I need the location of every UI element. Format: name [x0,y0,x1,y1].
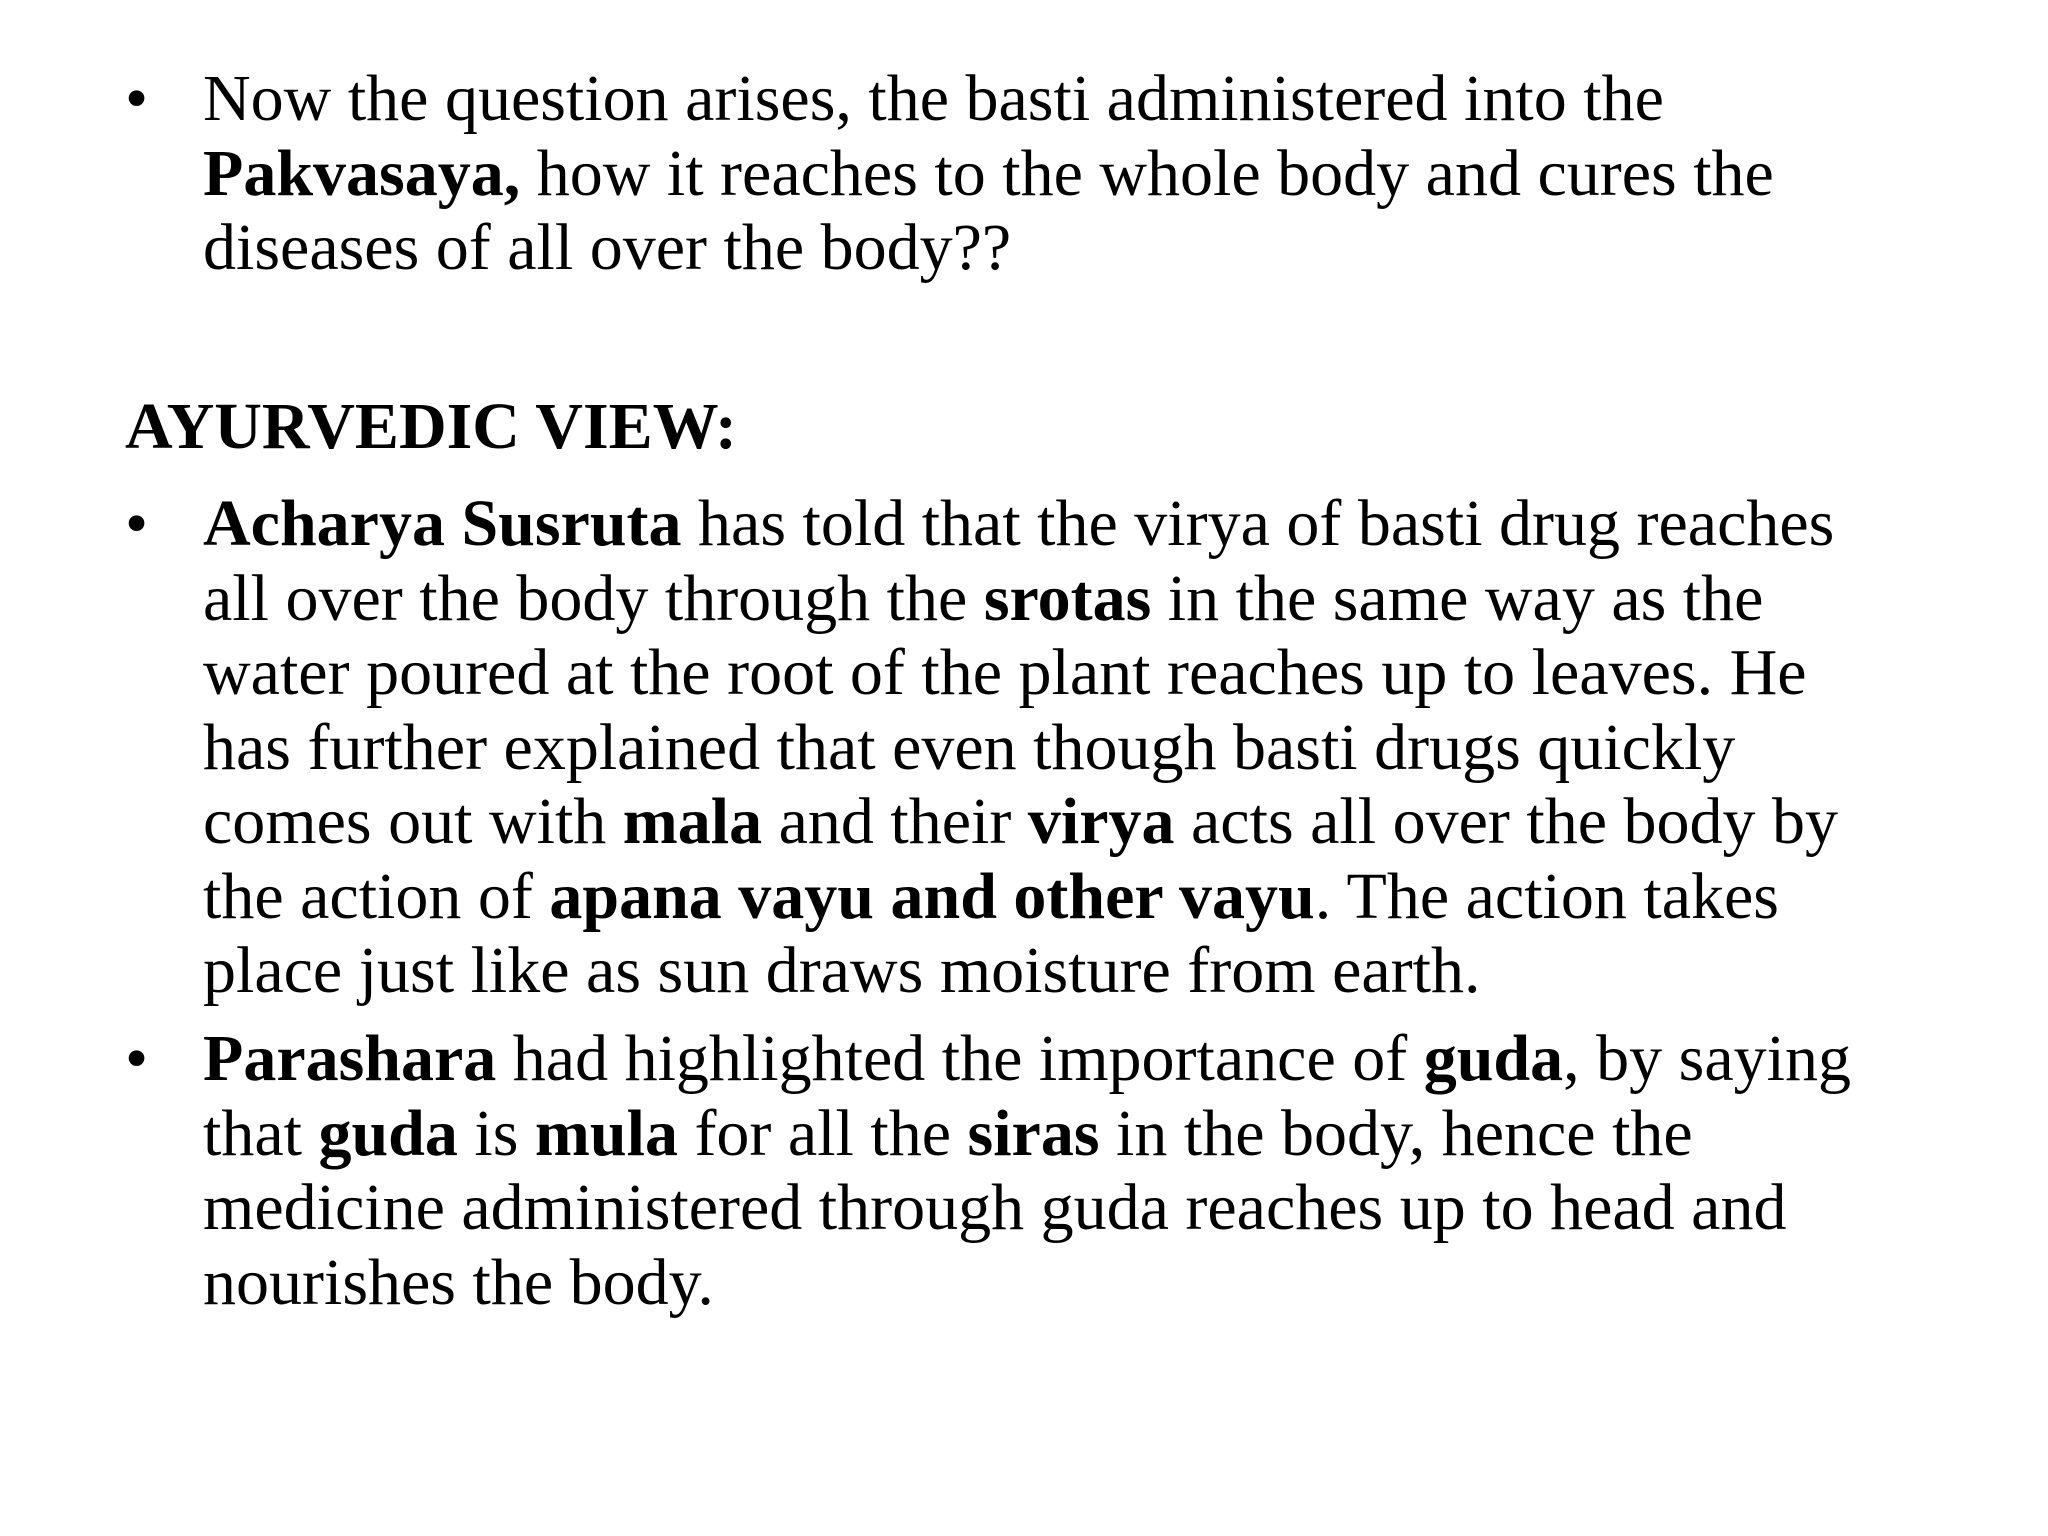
bullet-marker: • [125,487,149,560]
term-guda: guda [318,1096,458,1170]
parashara-line-2: that guda is mula for all the siras in the body, hence the [203,1096,1693,1170]
term-apana-vayu: apana vayu and other vayu [549,859,1315,933]
intro-line-1: Now the question arises, the basti administered into the [203,62,1664,135]
term-pakvasaya: Pakvasaya, [203,136,521,210]
bullet-marker: • [125,62,149,135]
term-mala: mala [622,785,763,858]
susruta-line-6: the action of apana vayu and other vayu. The action takes [203,859,1779,933]
section-heading: AYURVEDIC VIEW: [125,390,737,463]
parashara-line-3: medicine administered through guda reaches up to head and [203,1171,1787,1244]
intro-line-2: Pakvasaya, how it reaches to the whole body and cures the [203,136,1774,210]
susruta-line-4: has further explained that even though basti drugs quickly [203,710,1736,784]
susruta-line-1: Acharya Susruta has told that the virya of basti drug reaches [203,487,1835,560]
term-mula: mula [534,1096,678,1170]
intro-text [203,62,1965,286]
parashara-line-1: Parashara had highlighted the importance of guda, by saying [203,1022,1851,1095]
susruta-line-2: all over the body through the srotas in the same way as the [203,561,1764,635]
susruta-text [203,487,1965,1009]
intro-line-3: diseases of all over the body?? [203,211,1012,284]
term-acharya-susruta: Acharya Susruta [203,487,682,560]
term-srotas: srotas [983,561,1152,635]
term-parashara: Parashara [203,1022,497,1095]
term-guda: guda [1423,1022,1564,1095]
bullet-marker: • [125,1022,149,1095]
susruta-bullet [125,487,1965,1017]
susruta-line-3: water poured at the root of the plant reaches up to leaves. He [203,636,1807,709]
term-siras: siras [967,1096,1100,1170]
susruta-line-5: comes out with mala and their virya acts all over the body by [203,785,1838,858]
parashara-bullet [125,1022,1965,1332]
parashara-text [203,1022,1965,1320]
susruta-line-7: place just like as sun draws moisture from earth. [203,934,1481,1007]
parashara-line-4: nourishes the body. [203,1245,714,1319]
term-virya: virya [1027,785,1175,858]
intro-bullet [125,62,1965,292]
